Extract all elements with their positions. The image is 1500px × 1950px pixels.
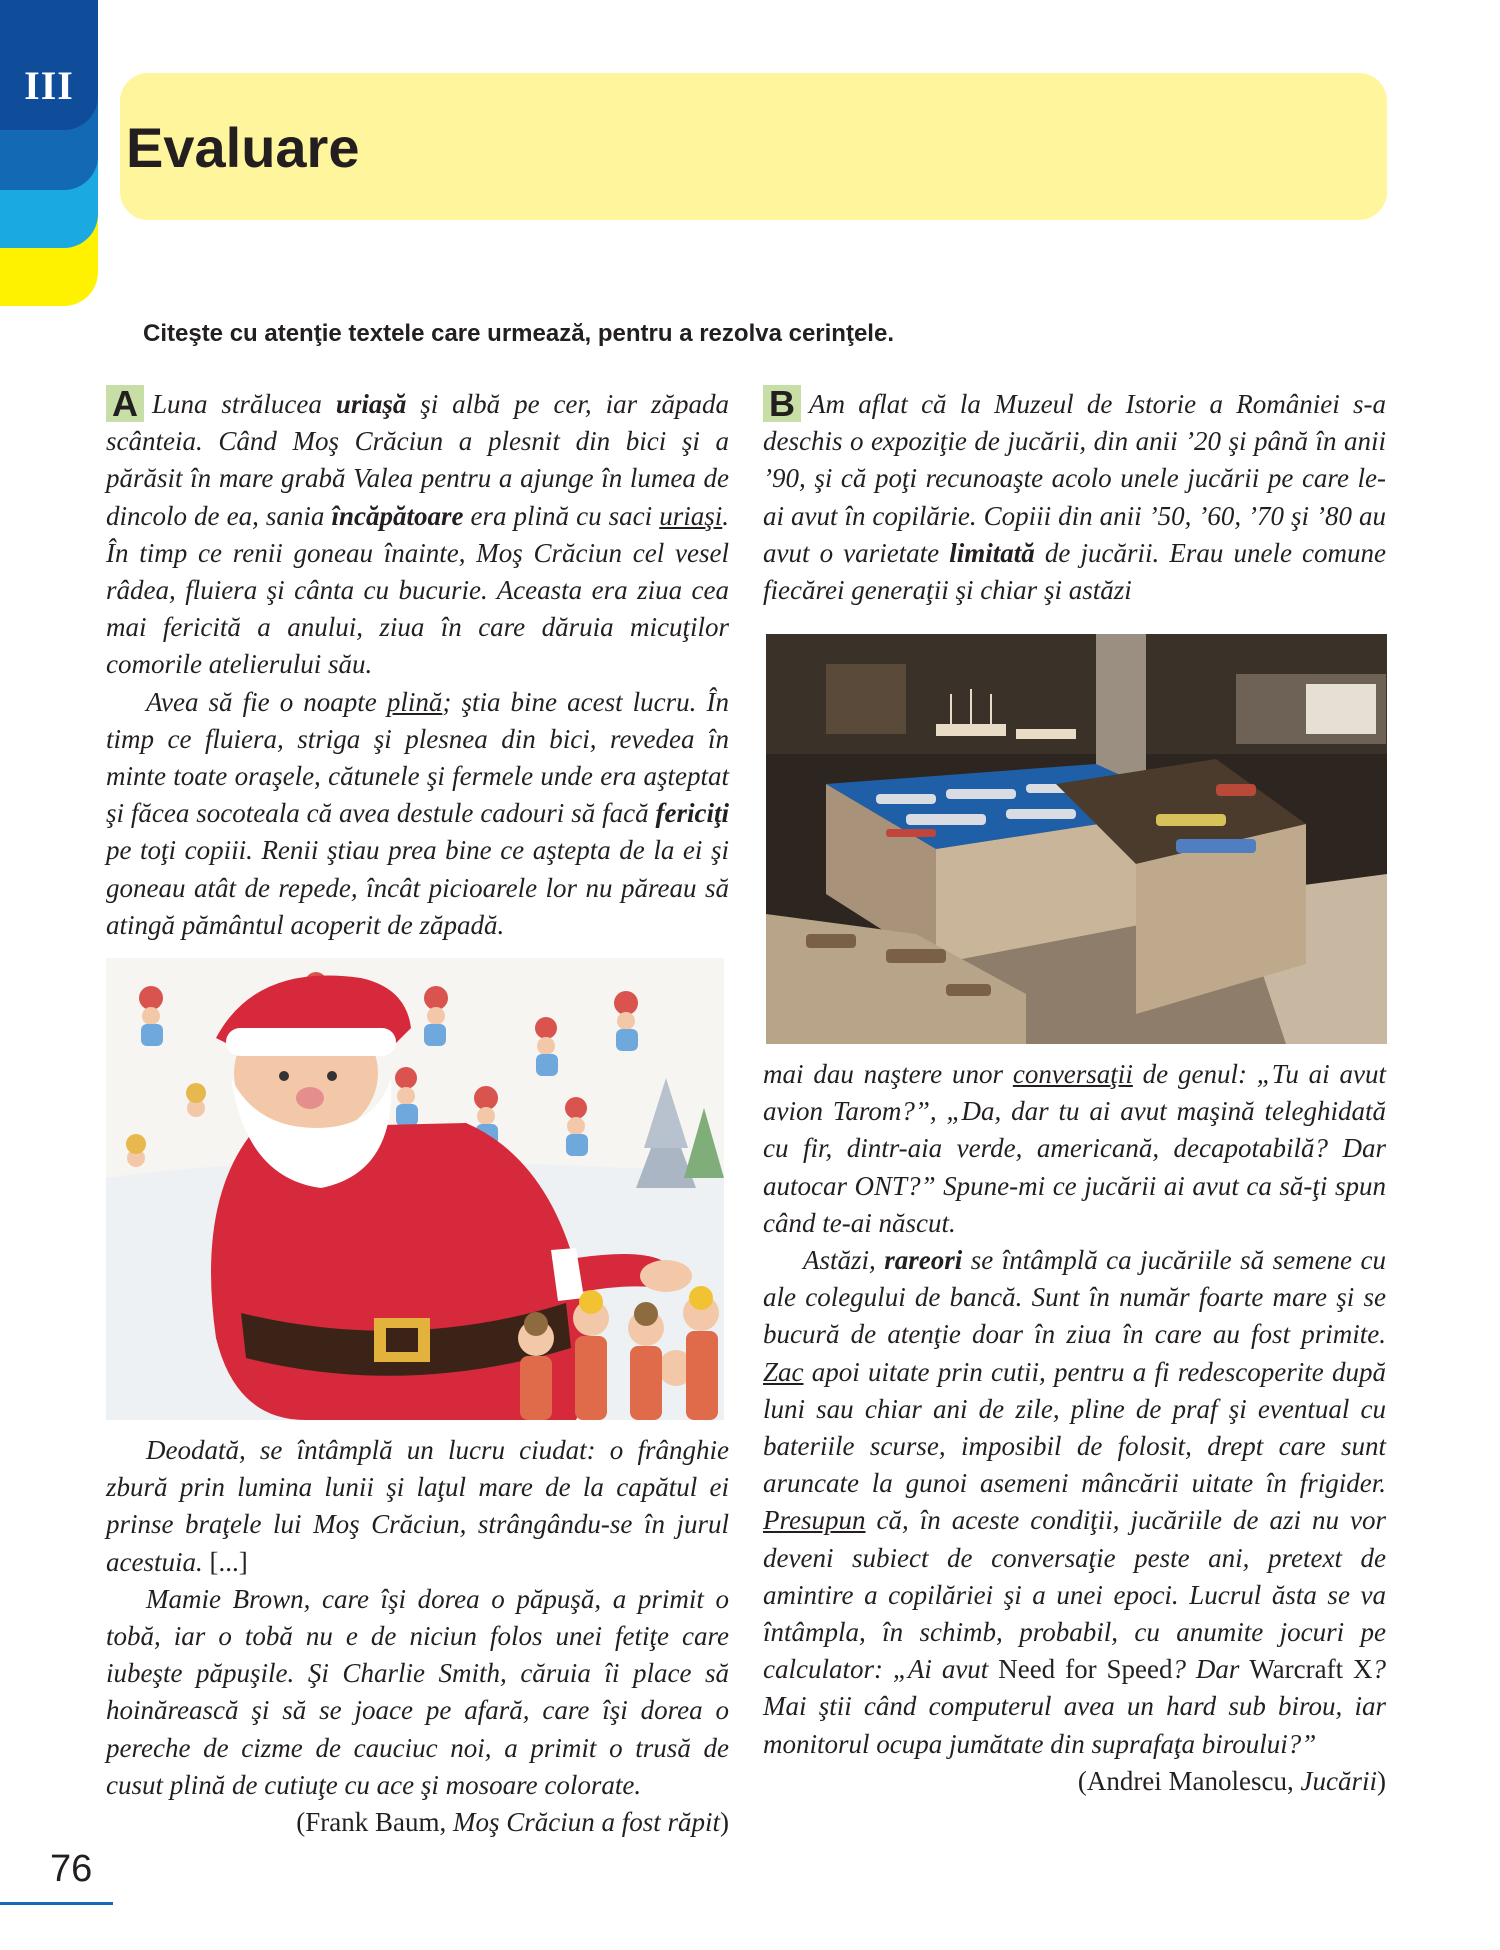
- text-a-paragraph-1: A Luna strălucea uriaşă şi albă pe cer, iar zăpada scânteia. Când Moş Crăciun a plesnit din bici şi a părăsit în mare grabă Valea pentru a ajunge în lumea de dincolo de ea, sania încăpătoare era plină cu saci uriaşi. În timp ce renii goneau înainte, Moş Crăciun cel vesel râdea, fluiera şi cânta cu bucurie. Aceasta era ziua cea mai fericită a anului, ziua în care dăruia micuţilor comorile atelierului său.: [106, 383, 729, 680]
- santa-illustration: [106, 958, 724, 1420]
- text-b-paragraph-2: Astăzi, rareori se întâmplă ca jucăriile să semene cu ale colegului de bancă. Sunt în număr foarte mare şi se bucură de atenţie doar în ziua în care au fost primite. Zac apoi uitate prin cutii, pentru a fi redescoperite după luni sau chiar ani de zile, pline de praf şi eventual cu bateriile scurse, imposibil de folosit, drept care sunt aruncate la gunoi asemeni mâncării uitate în frigider. Presupun că, în aceste condiţii, jucăriile de azi nu vor deveni subiect de conversaţie peste ani, pretext de amintire a copilăriei şi a unei epoci. Lucrul ăsta se va întâmpla, în schimb, probabil, cu anumite jocuri pe calculator: „Ai avut Need for Speed? Dar Warcraft X? Mai ştii când computerul avea un hard sub birou, iar monitorul ocupa jumătate din suprafaţa biroului?”: [763, 1245, 1386, 1759]
- vocab-word: limitată: [949, 537, 1035, 568]
- underlined-word: Zac: [763, 1356, 804, 1387]
- page-title: Evaluare: [126, 116, 360, 179]
- vocab-word: încăpătoare: [331, 500, 464, 531]
- unit-tab: [0, 0, 98, 306]
- text-a-source: (Frank Baum, Moş Crăciun a fost răpit): [296, 1807, 729, 1838]
- text-a-column: [106, 385, 729, 944]
- unit-number: III: [24, 63, 74, 108]
- toy-museum-photo: [766, 634, 1387, 1044]
- underlined-word: conversaţii: [1012, 1059, 1133, 1089]
- text-b-paragraph-1-cont: mai dau naştere unor conversaţii de genul: „Tu ai avut avion Tarom?”, „Da, dar tu ai avut maşină teleghidată cu fir, dintr-aia verde, americană, decapotabilă? Dar autocar ONT?” Spune-mi ce jucării ai avut ca să-ţi spun când te-ai născut.: [763, 1059, 1386, 1238]
- text-b-column: [763, 385, 1386, 609]
- underlined-word: Presupun: [763, 1505, 866, 1536]
- text-b-continued: [763, 1056, 1386, 1800]
- underlined-word: plină: [386, 686, 443, 717]
- vocab-word: rareori: [884, 1245, 963, 1276]
- page-number-rule: [0, 1902, 113, 1905]
- text-b-label: B: [763, 385, 801, 422]
- underlined-word: uriaşi: [659, 500, 723, 531]
- text-b-source: (Andrei Manolescu, Jucării): [1077, 1765, 1386, 1796]
- vocab-word: fericiţi: [655, 798, 729, 829]
- vocab-word: uriaşă: [335, 389, 407, 419]
- text-a-paragraph-3: Deodată, se întâmplă un lucru ciudat: o frânghie zbură prin lumina lunii şi laţul mare de la capătul ei prinse braţele lui Moş Crăciun, strângându-se în jurul acestuia. [...]: [106, 1435, 729, 1577]
- text-b-paragraph-1: B Am aflat că la Muzeul de Istorie a României s-a deschis o expoziţie de jucării, din anii ’20 şi până în anii ’90, şi că poţi recunoaşte acolo unele jucării pe care le-ai avut în copilărie. Copiii din anii ’50, ’60, ’70 şi ’80 au avut o varietate limitată de jucării. Erau unele comune fiecărei generaţii şi chiar şi astăzi: [763, 383, 1386, 606]
- page-number: 76: [50, 1848, 93, 1890]
- title-banner: [120, 73, 1387, 220]
- text-a-label: A: [106, 385, 144, 422]
- text-a-paragraph-4: Mamie Brown, care îşi dorea o păpuşă, a primit o tobă, iar o tobă nu e de niciun folos unei fetiţe care iubeşte păpuşile. Şi Charlie Smith, căruia îi place să hoinărească şi să se joace pe afară, care îşi dorea o pereche de cizme de cauciuc noi, a primit o trusă de cusut plină de cutiuţe cu ace şi mosoare colorate.: [106, 1583, 729, 1800]
- text-a-continued: [106, 1432, 729, 1841]
- instruction: Citeşte cu atenţie textele care urmează, pentru a rezolva cerinţele.: [143, 320, 894, 347]
- text-a-paragraph-2: Avea să fie o noapte plină; ştia bine acest lucru. În timp ce fluiera, striga şi plesnea din bici, revedea în minte toate oraşele, cătunele şi fermele unde era aşteptat şi făcea socoteala că avea destule cadouri să facă fericiţi pe toţi copiii. Renii ştiau prea bine ce aştepta de la ei şi goneau atât de repede, încât picioarele lor nu păreau să atingă pământul acoperit de zăpadă.: [106, 686, 730, 940]
